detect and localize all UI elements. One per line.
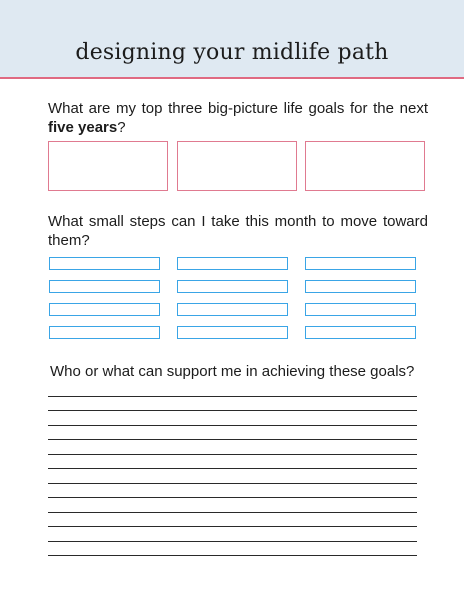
question-small-steps: What small steps can I take this month to move toward them? [48,213,428,249]
writing-line[interactable] [48,541,417,542]
writing-line[interactable] [48,468,417,469]
step-box[interactable] [177,326,288,339]
writing-line[interactable] [48,512,417,513]
step-box[interactable] [305,280,416,293]
writing-line[interactable] [48,396,417,397]
question-life-goals-end: ? [117,119,126,136]
writing-line[interactable] [48,425,417,426]
page-header [0,0,464,79]
step-box[interactable] [305,303,416,316]
step-box[interactable] [305,257,416,270]
writing-line[interactable] [48,555,417,556]
writing-line[interactable] [48,483,417,484]
step-box[interactable] [49,303,160,316]
question-life-goals-text: What are my top three big-picture life goals for the next [48,100,428,117]
question-life-goals [48,99,428,137]
step-box[interactable] [177,257,288,270]
step-box[interactable] [49,326,160,339]
goal-box-1[interactable] [48,141,168,191]
page-title: designing your midlife path [75,40,389,65]
question-support: Who or what can support me in achieving these goals? [50,363,415,380]
writing-line[interactable] [48,454,417,455]
writing-line[interactable] [48,439,417,440]
question-life-goals-emphasis: five years [48,119,118,136]
step-box[interactable] [49,280,160,293]
step-box[interactable] [177,280,288,293]
writing-line[interactable] [48,497,417,498]
step-box[interactable] [49,257,160,270]
goal-box-3[interactable] [305,141,425,191]
step-box[interactable] [177,303,288,316]
writing-line[interactable] [48,526,417,527]
goal-box-2[interactable] [177,141,297,191]
step-box[interactable] [305,326,416,339]
writing-line[interactable] [48,410,417,411]
